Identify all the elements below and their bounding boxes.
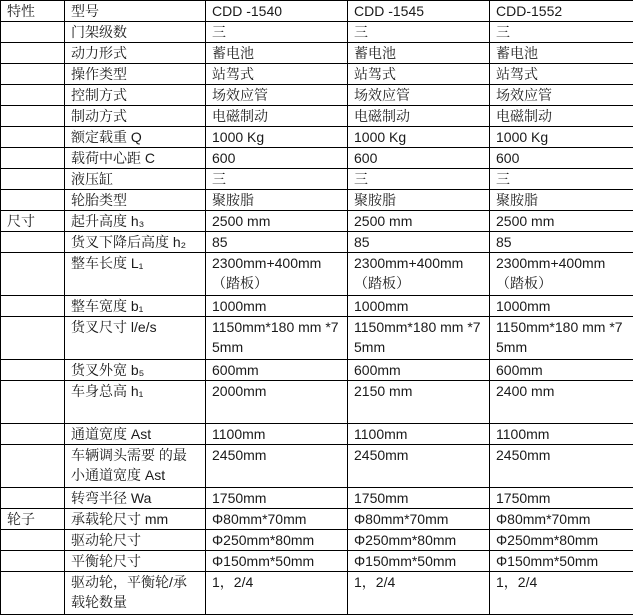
spec-value-cell: 1，2/4 <box>348 572 490 615</box>
table-row <box>1 190 633 211</box>
spec-value-cell: 三 <box>490 22 633 43</box>
spec-value-cell: 1100mm <box>206 424 348 445</box>
spec-label-cell: 承载轮尺寸 mm <box>65 509 206 530</box>
section-cell <box>1 572 65 615</box>
spec-value-cell: 1000 Kg <box>348 127 490 148</box>
spec-label-cell: 液压缸 <box>65 169 206 190</box>
spec-label-cell: 制动方式 <box>65 106 206 127</box>
spec-value-cell: 1100mm <box>490 424 633 445</box>
section-cell <box>1 85 65 106</box>
spec-value-cell: 2400 mm <box>490 381 633 424</box>
table-row <box>1 551 633 572</box>
spec-value-cell: Φ250mm*80mm <box>206 530 348 551</box>
spec-value-cell: 聚胺脂 <box>348 190 490 211</box>
spec-value-cell: 场效应管 <box>206 85 348 106</box>
spec-value-cell: 蓄电池 <box>490 43 633 64</box>
section-cell <box>1 317 65 360</box>
section-cell <box>1 106 65 127</box>
table-row <box>1 253 633 296</box>
table-row <box>1 509 633 530</box>
spec-label-cell: 货叉外宽 b₅ <box>65 360 206 381</box>
table-row <box>1 317 633 360</box>
spec-value-cell: 蓄电池 <box>206 43 348 64</box>
spec-label-cell: 控制方式 <box>65 85 206 106</box>
spec-label-cell: 整车长度 L₁ <box>65 253 206 296</box>
spec-value-cell: 1750mm <box>206 488 348 509</box>
spec-value-cell: 1000mm <box>490 296 633 317</box>
spec-label-cell: 操作类型 <box>65 64 206 85</box>
section-cell: 轮子 <box>1 509 65 530</box>
section-cell: 尺寸 <box>1 211 65 232</box>
spec-value-cell: 600 <box>348 148 490 169</box>
spec-value-cell: 2500 mm <box>490 211 633 232</box>
table-row <box>1 488 633 509</box>
spec-label-cell: 货叉尺寸 l/e/s <box>65 317 206 360</box>
spec-label-cell: 车辆调头需要 的最小通道宽度 Ast <box>65 445 206 488</box>
table-row <box>1 360 633 381</box>
spec-value-cell: 600mm <box>348 360 490 381</box>
spec-value-cell: 电磁制动 <box>490 106 633 127</box>
spec-value-cell: 2300mm+400mm（踏板） <box>348 253 490 296</box>
spec-value-cell: 85 <box>348 232 490 253</box>
spec-value-cell: 站驾式 <box>348 64 490 85</box>
spec-value-cell: Φ150mm*50mm <box>348 551 490 572</box>
spec-value-cell: 2300mm+400mm（踏板） <box>490 253 633 296</box>
spec-value-cell: 三 <box>490 169 633 190</box>
spec-label-cell: 额定载重 Q <box>65 127 206 148</box>
spec-value-cell: 600mm <box>490 360 633 381</box>
spec-value-cell: 2500 mm <box>206 211 348 232</box>
spec-value-cell: 蓄电池 <box>348 43 490 64</box>
table-row <box>1 296 633 317</box>
spec-value-cell: 2500 mm <box>348 211 490 232</box>
spec-value-cell: 1150mm*180 mm *75mm <box>348 317 490 360</box>
section-cell <box>1 551 65 572</box>
section-cell <box>1 22 65 43</box>
table-row <box>1 106 633 127</box>
section-cell <box>1 148 65 169</box>
spec-value-cell: 场效应管 <box>490 85 633 106</box>
table-row <box>1 85 633 106</box>
section-cell <box>1 232 65 253</box>
spec-value-cell: 1000 Kg <box>490 127 633 148</box>
spec-label-cell: 驱动轮，平衡轮/承载轮数量 <box>65 572 206 615</box>
spec-value-cell: 三 <box>348 22 490 43</box>
section-cell <box>1 488 65 509</box>
spec-value-cell: 85 <box>490 232 633 253</box>
feature-column-header: 特性 <box>1 1 65 22</box>
spec-value-cell: 聚胺脂 <box>206 190 348 211</box>
spec-value-cell: Φ250mm*80mm <box>490 530 633 551</box>
section-cell <box>1 190 65 211</box>
spec-label-cell: 车身总高 h₁ <box>65 381 206 424</box>
spec-value-cell: 600 <box>490 148 633 169</box>
spec-value-cell: 三 <box>206 169 348 190</box>
section-cell <box>1 64 65 85</box>
section-cell <box>1 381 65 424</box>
spec-label-cell: 载荷中心距 C <box>65 148 206 169</box>
table-row <box>1 424 633 445</box>
model-header-cdd-1540: CDD -1540 <box>206 1 348 22</box>
spec-label-cell: 轮胎类型 <box>65 190 206 211</box>
table-row <box>1 381 633 424</box>
spec-value-cell: 600 <box>206 148 348 169</box>
spec-value-cell: Φ80mm*70mm <box>490 509 633 530</box>
spec-value-cell: 2300mm+400mm（踏板） <box>206 253 348 296</box>
section-cell <box>1 296 65 317</box>
spec-label-cell: 平衡轮尺寸 <box>65 551 206 572</box>
spec-label-cell: 起升高度 h₃ <box>65 211 206 232</box>
spec-label-cell: 动力形式 <box>65 43 206 64</box>
spec-value-cell: 2450mm <box>348 445 490 488</box>
spec-value-cell: 站驾式 <box>206 64 348 85</box>
table-header-row <box>1 1 633 22</box>
table-row <box>1 572 633 615</box>
spec-label-cell: 通道宽度 Ast <box>65 424 206 445</box>
table-row <box>1 127 633 148</box>
spec-value-cell: 电磁制动 <box>206 106 348 127</box>
spec-label-cell: 门架级数 <box>65 22 206 43</box>
model-label-header: 型号 <box>65 1 206 22</box>
table-row <box>1 22 633 43</box>
table-row <box>1 148 633 169</box>
spec-label-cell: 整车宽度 b₁ <box>65 296 206 317</box>
model-header-cdd-1545: CDD -1545 <box>348 1 490 22</box>
spec-label-cell: 货叉下降后高度 h₂ <box>65 232 206 253</box>
spec-value-cell: Φ80mm*70mm <box>348 509 490 530</box>
spec-value-cell: 聚胺脂 <box>490 190 633 211</box>
spec-value-cell: 电磁制动 <box>348 106 490 127</box>
spec-value-cell: Φ80mm*70mm <box>206 509 348 530</box>
table-row <box>1 530 633 551</box>
spec-value-cell: 场效应管 <box>348 85 490 106</box>
spec-value-cell: 600mm <box>206 360 348 381</box>
section-cell <box>1 530 65 551</box>
spec-label-cell: 驱动轮尺寸 <box>65 530 206 551</box>
spec-value-cell: 1000 Kg <box>206 127 348 148</box>
spec-value-cell: 1000mm <box>348 296 490 317</box>
table-row <box>1 169 633 190</box>
spec-value-cell: 85 <box>206 232 348 253</box>
spec-value-cell: 1150mm*180 mm *75mm <box>206 317 348 360</box>
spec-value-cell: 2450mm <box>490 445 633 488</box>
section-cell <box>1 360 65 381</box>
table-row <box>1 43 633 64</box>
model-header-cdd-1552: CDD-1552 <box>490 1 633 22</box>
section-cell <box>1 253 65 296</box>
spec-value-cell: 1，2/4 <box>206 572 348 615</box>
spec-value-cell: 1000mm <box>206 296 348 317</box>
spec-value-cell: 2450mm <box>206 445 348 488</box>
spec-value-cell: Φ250mm*80mm <box>348 530 490 551</box>
table-row <box>1 64 633 85</box>
section-cell <box>1 445 65 488</box>
table-row <box>1 232 633 253</box>
table-row <box>1 445 633 488</box>
spec-value-cell: 1750mm <box>348 488 490 509</box>
spec-value-cell: 1，2/4 <box>490 572 633 615</box>
spec-value-cell: Φ150mm*50mm <box>206 551 348 572</box>
spec-value-cell: Φ150mm*50mm <box>490 551 633 572</box>
spec-value-cell: 站驾式 <box>490 64 633 85</box>
spec-label-cell: 转弯半径 Wa <box>65 488 206 509</box>
section-cell <box>1 169 65 190</box>
section-cell <box>1 127 65 148</box>
spec-table-body <box>1 22 633 615</box>
table-row <box>1 211 633 232</box>
spec-value-cell: 2150 mm <box>348 381 490 424</box>
section-cell <box>1 43 65 64</box>
spec-value-cell: 1150mm*180 mm *75mm <box>490 317 633 360</box>
spec-value-cell: 1750mm <box>490 488 633 509</box>
spec-value-cell: 1100mm <box>348 424 490 445</box>
section-cell <box>1 424 65 445</box>
spec-value-cell: 2000mm <box>206 381 348 424</box>
spec-value-cell: 三 <box>348 169 490 190</box>
spec-value-cell: 三 <box>206 22 348 43</box>
